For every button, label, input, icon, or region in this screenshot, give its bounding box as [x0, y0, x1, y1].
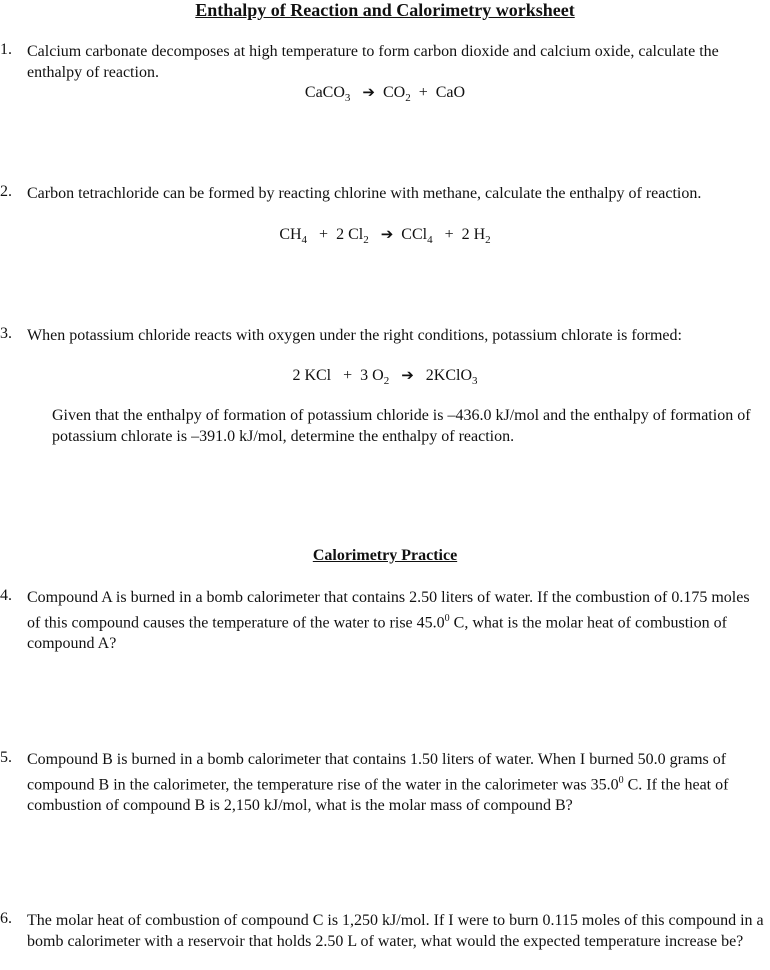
eq1-plus: +: [418, 84, 428, 101]
question-text-part-1: Compound B is burned in a bomb calorimeter that contains 1.50 liters of water. When I burned 50.0 grams of compound B in the calorimeter, the temperature rise of the water in the calorimeter was 35.0: [27, 751, 727, 794]
worksheet-title: Enthalpy of Reaction and Calorimetry worksheet: [195, 0, 575, 20]
eq2-product-1-subscript: 4: [427, 234, 433, 247]
eq3-plus: +: [343, 367, 353, 384]
question-1: [0, 41, 765, 83]
question-text: Calcium carbonate decomposes at high temperature to form carbon dioxide and calcium oxide, calculate the enthalpy of reaction.: [27, 43, 719, 81]
degree-superscript: 0: [618, 775, 624, 786]
question-number: 1.: [0, 41, 12, 58]
question-text-part-2: C. If the heat of combustion of compound B is 2,150 kJ/mol, what is the molar mass of compound B?: [27, 776, 729, 815]
question-text-part-2: C, what is the molar heat of combustion of compound A?: [27, 614, 727, 653]
equation-2: [0, 225, 770, 247]
question-text: [27, 587, 765, 654]
section-heading: Calorimetry Practice: [312, 547, 458, 564]
eq1-product-2: CaO: [435, 84, 466, 101]
reaction-arrow-icon: ➔: [401, 366, 414, 384]
question-2: [0, 183, 765, 204]
question-4: [0, 587, 765, 654]
eq3-reactant-1: 2 KCl: [292, 367, 332, 384]
question-number: 3.: [0, 325, 12, 342]
question-text: [27, 749, 765, 816]
eq2-reactant-1: CH: [279, 226, 302, 243]
degree-superscript: 0: [444, 613, 450, 624]
eq1-product-1-subscript: 2: [405, 92, 411, 105]
eq2-product-2-subscript: 2: [485, 234, 491, 247]
eq2-product-1: CCl: [401, 226, 428, 243]
question-number: 6.: [0, 910, 12, 927]
eq1-reactant-subscript: 3: [344, 92, 351, 105]
eq3-reactant-2: 3 O: [360, 367, 384, 384]
given-information: Given that the enthalpy of formation of potassium chloride is –436.0 kJ/mol and the enthalpy of formation of potassium chlorate is –391.0 kJ/mol, determine the enthalpy of reaction.: [52, 407, 751, 445]
eq3-reactant-2-subscript: 2: [383, 375, 390, 388]
eq3-product: 2KClO: [425, 367, 473, 384]
question-text: When potassium chloride reacts with oxygen under the right conditions, potassium chlorate is formed:: [27, 327, 682, 344]
eq2-reactant-2-subscript: 2: [363, 234, 369, 247]
eq1-reactant: CaCO: [304, 84, 345, 101]
question-5: [0, 749, 765, 816]
question-text: The molar heat of combustion of compound C is 1,250 kJ/mol. If I were to burn 0.115 moles of this compound in a bomb calorimeter with a reservoir that holds 2.50 L of water, what would the expected temperature increase be?: [27, 912, 764, 950]
eq3-product-subscript: 3: [472, 375, 478, 388]
eq2-product-2: 2 H: [461, 226, 486, 243]
reaction-arrow-icon: ➔: [380, 225, 394, 243]
eq2-plus: +: [444, 226, 454, 243]
question-number: 2.: [0, 183, 12, 200]
eq2-reactant-1-subscript: 4: [301, 234, 308, 247]
question-6: [0, 910, 765, 952]
question-text: Carbon tetrachloride can be formed by reacting chlorine with methane, calculate the enthalpy of reaction.: [27, 185, 702, 202]
question-number: 4.: [0, 587, 12, 604]
equation-3: [0, 366, 770, 388]
question-text-part-1: Compound A is burned in a bomb calorimeter that contains 2.50 liters of water. If the combustion of 0.175 moles of this compound causes the temperature of the water to rise 45.0: [27, 589, 750, 632]
eq2-plus: +: [319, 226, 329, 243]
equation-1: [0, 83, 770, 105]
question-number: 5.: [0, 749, 12, 766]
eq2-reactant-2: 2 Cl: [336, 226, 364, 243]
reaction-arrow-icon: ➔: [362, 83, 375, 101]
question-3: [0, 325, 765, 346]
eq1-product-1: CO: [382, 84, 406, 101]
